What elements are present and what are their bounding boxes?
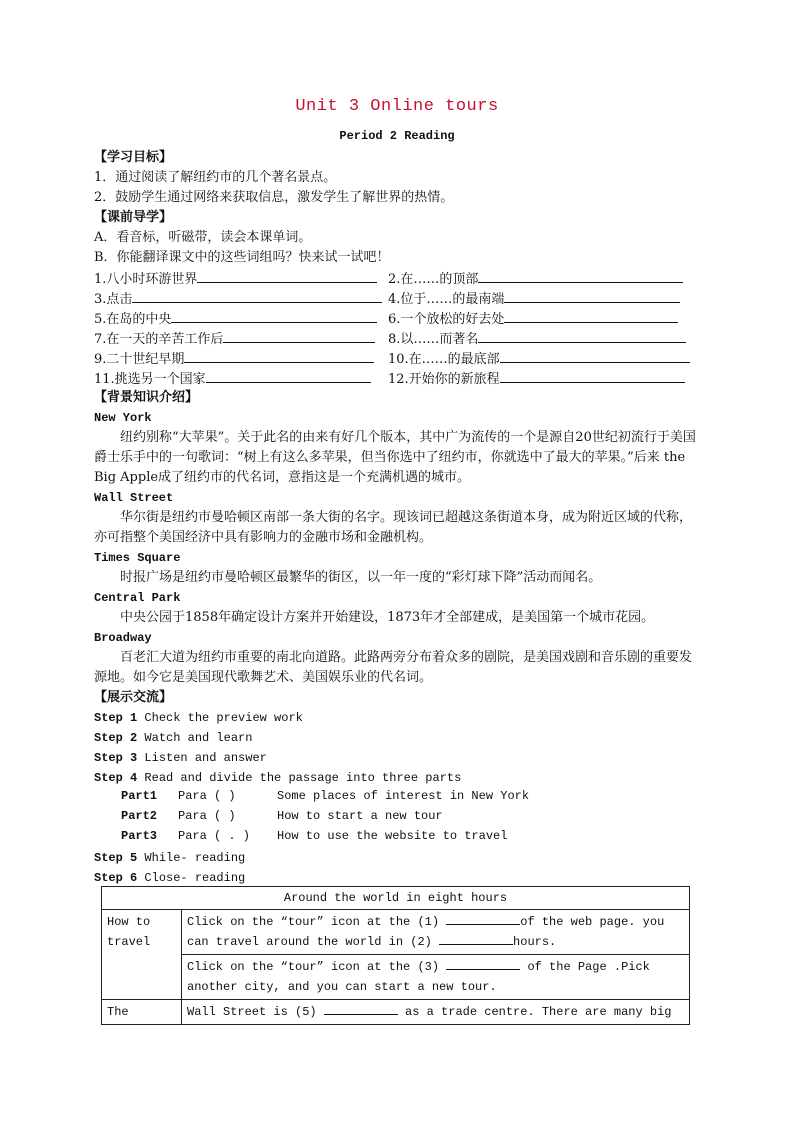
step-item: Step 4 Read and divide the passage into three parts: [94, 771, 462, 785]
bg-heading-new-york: New York: [94, 411, 152, 425]
answer-blank-3[interactable]: [446, 957, 520, 970]
phrase-item: 6.一个放松的好去处: [388, 309, 678, 329]
page-title: Unit 3 Online tours: [295, 97, 499, 116]
phrase-item: 3.点击: [94, 289, 382, 309]
goal-item: 2．鼓励学生通过网络来获取信息，激发学生了解世界的热情。: [94, 190, 454, 205]
preview-task-b: B．你能翻译课文中的这些词组吗？快来试一试吧！: [94, 250, 390, 265]
section-preview-heading: 【课前导学】: [94, 210, 173, 225]
part-row: Part3: [121, 829, 158, 843]
phrase-item: 1.八小时环游世界: [94, 269, 377, 289]
phrase-item: 12.开始你的新旅程: [388, 369, 685, 389]
part-row: Part1: [121, 789, 158, 803]
bg-text-times-square: 时报广场是纽约市曼哈顿区最繁华的街区，以一年一度的“彩灯球下降”活动而闻名。: [120, 570, 602, 585]
bg-text-new-york: 纽约别称“大苹果”。关于此名的由来有好几个版本，其中广为流传的一个是源自20世纪初流行于美国爵士乐手中的一句歌词：“树上有这么多苹果，但当你选中了纽约市，你就选中了最大的苹果。”后来 the Big Apple成了纽约市的代名词，意指这是一个充满机遇的城市。: [94, 430, 696, 485]
part-desc: How to use the website to travel: [277, 829, 508, 843]
part-desc: How to start a new tour: [277, 809, 443, 823]
table-row-label: The: [102, 1000, 182, 1025]
table-row-label: How to travel: [102, 910, 182, 1000]
bg-text-wall-street: 华尔街是纽约市曼哈顿区南部一条大街的名字。现该词已超越这条街道本身，成为附近区域的代称，亦可指整个美国经济中具有影响力的金融市场和金融机构。: [94, 510, 693, 545]
part-para: Para ( . ): [178, 829, 251, 843]
part-row: Part2: [121, 809, 158, 823]
phrase-item: 2.在……的顶部: [388, 269, 683, 289]
answer-blank-2[interactable]: [439, 932, 513, 945]
phrase-item: 8.以……而著名: [388, 329, 686, 349]
table-cell: Wall Street is (5) as a trade centre. There are many big: [182, 1000, 690, 1025]
bg-text-central-park: 中央公园于1858年确定设计方案并开始建设，1873年才全部建成，是美国第一个城市花园。: [120, 610, 655, 625]
preview-task-a: A．看音标，听磁带，读会本课单词。: [94, 230, 312, 245]
page-subtitle: Period 2 Reading: [339, 129, 455, 143]
bg-heading-wall-street: Wall Street: [94, 491, 174, 505]
goal-item: 1．通过阅读了解纽约市的几个著名景点。: [94, 170, 337, 185]
step-item: Step 6 Close- reading: [94, 871, 246, 885]
bg-heading-broadway: Broadway: [94, 631, 152, 645]
step-item: Step 5 While- reading: [94, 851, 246, 865]
answer-blank-5[interactable]: [324, 1002, 398, 1015]
section-goals-heading: 【学习目标】: [94, 150, 173, 165]
part-para: Para ( ): [178, 789, 236, 803]
table-cell: Click on the “tour” icon at the (1) of the web page. you can travel around the world in (2) hours.: [182, 910, 690, 955]
section-background-heading: 【背景知识介绍】: [94, 390, 199, 405]
bg-text-broadway: 百老汇大道为纽约市重要的南北向道路。此路两旁分布着众多的剧院，是美国戏剧和音乐剧的重要发源地。如今它是美国现代歌舞艺术、美国娱乐业的代名词。: [94, 650, 693, 685]
step-item: Step 1 Check the preview work: [94, 711, 303, 725]
phrase-item: 9.二十世纪早期: [94, 349, 374, 369]
part-para: Para ( ): [178, 809, 236, 823]
bg-heading-times-square: Times Square: [94, 551, 181, 565]
step-item: Step 2 Watch and learn: [94, 731, 253, 745]
bg-heading-central-park: Central Park: [94, 591, 181, 605]
answer-blank-1[interactable]: [446, 912, 520, 925]
phrase-item: 7.在一天的辛苦工作后: [94, 329, 375, 349]
phrase-item: 4.位于……的最南端: [388, 289, 680, 309]
section-show-heading: 【展示交流】: [94, 690, 173, 705]
close-reading-table: [101, 886, 690, 1025]
phrase-item: 5.在岛的中央: [94, 309, 377, 329]
phrase-item: 10.在……的最底部: [388, 349, 690, 369]
part-desc: Some places of interest in New York: [277, 789, 530, 803]
table-header: Around the world in eight hours: [102, 887, 690, 910]
phrase-item: 11.挑选另一个国家: [94, 369, 371, 389]
step-item: Step 3 Listen and answer: [94, 751, 267, 765]
table-cell: Click on the “tour” icon at the (3) of the Page .Pick another city, and you can start a new tour.: [182, 955, 690, 1000]
